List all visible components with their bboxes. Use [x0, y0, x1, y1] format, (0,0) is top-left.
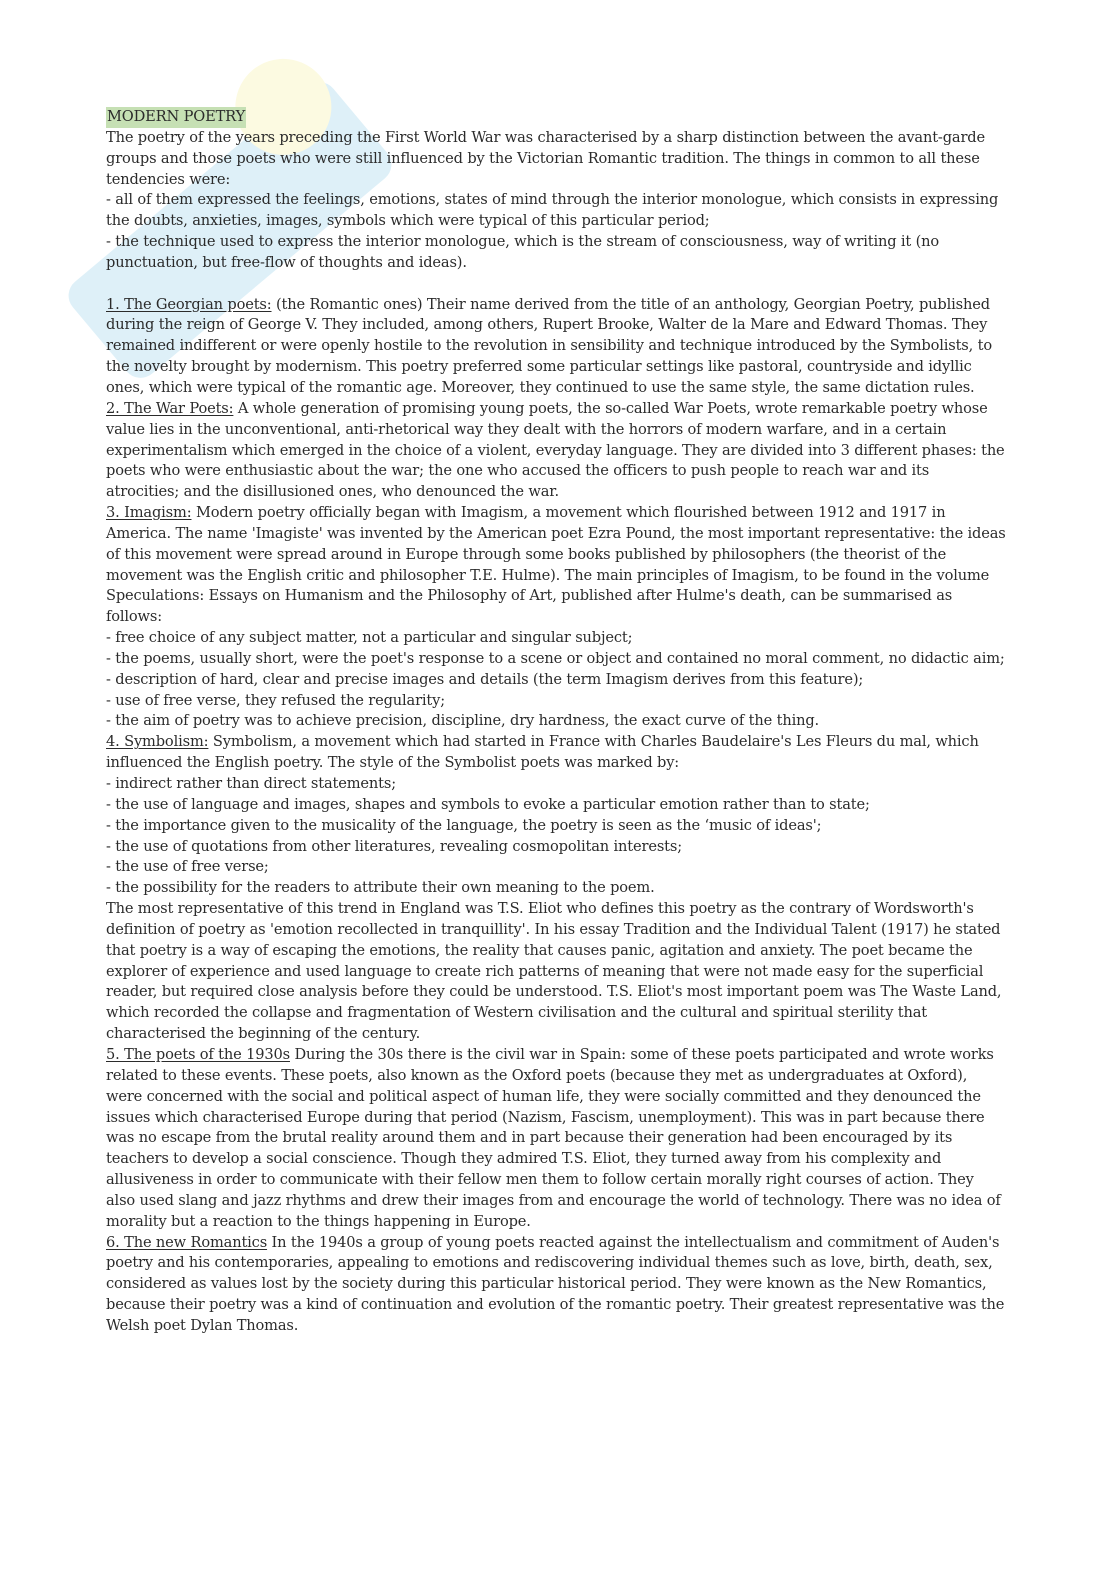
intro-bullet: - the technique used to express the interior monologue, which is the stream of consciousness, way of writing it (no punctuation, but free-flow of thoughts and ideas).	[106, 233, 940, 271]
list-item: - indirect rather than direct statements;	[106, 775, 396, 792]
symbolism-followup: The most representative of this trend in England was T.S. Eliot who defines this poetry as the contrary of Wordsworth's definition of poetry as 'emotion recollected in tranquillity'. In his essay Tradition and the Individual Talent (1917) he stated that poetry is a way of escaping the emotions, the reality that causes panic, agitation and anxiety. The poet became the explorer of experience and used language to create rich patterns of meaning that were not made easy for the superficial reader, but required close analysis before they could be understood. T.S. Eliot's most important poem was The Waste Land, which recorded the collapse and fragmentation of Western civilisation and the cultural and spiritual sterility that characterised the beginning of the century.	[106, 900, 1002, 1043]
list-item: - the use of quotations from other literatures, revealing cosmopolitan interests;	[106, 837, 682, 855]
section-text: (the Romantic ones) Their name derived from the title of an anthology, Georgian Poetry, published during the reign of George V. They included, among others, Rupert Brooke, Walter de la Mare and Edward Thomas. They remained indifferent or were openly hostile to the revolution in sensibility and technique introduced by the Symbolists, to the novelty brought by modernism. This poetry preferred some particular settings like pastoral, countryside and idyllic ones, which were typical of the romantic age. Moreover, they continued to use the same style, the same dictation rules.	[106, 295, 992, 396]
section-text: In the 1940s a group of young poets reacted against the intellectualism and commitment of Auden's poetry and his contemporaries, appealing to emotions and rediscovering individual themes such as love, birth, death, sex, considered as values lost by the society during this particular historical period. They were known as the New Romantics, because their poetry was a kind of continuation and evolution of the romantic poetry. Their greatest representative was the Welsh poet Dylan Thomas.	[106, 1233, 1005, 1334]
list-item: - the use of language and images, shapes and symbols to evoke a particular emotion rather than to state;	[106, 795, 870, 813]
document-body	[106, 107, 1006, 1337]
section-symbolism	[106, 732, 1006, 774]
list-item: - the use of free verse;	[106, 858, 269, 876]
section-heading: 3. Imagism:	[106, 504, 192, 522]
section-imagism	[106, 503, 1006, 628]
list-item: - use of free verse, they refused the regularity;	[106, 691, 445, 709]
section-new-romantics	[106, 1233, 1006, 1337]
page-title: MODERN POETRY	[106, 107, 246, 128]
list-item: - description of hard, clear and precise images and details (the term Imagism derives from this feature);	[106, 670, 864, 688]
list-item: - free choice of any subject matter, not a particular and singular subject;	[106, 629, 633, 647]
section-war-poets	[106, 399, 1006, 503]
section-heading: 5. The poets of the 1930s	[106, 1045, 290, 1063]
list-item: - the importance given to the musicality of the language, the poetry is seen as the ‘music of ideas';	[106, 816, 822, 834]
intro-bullet: - all of them expressed the feelings, emotions, states of mind through the interior monologue, which consists in expressing the doubts, anxieties, images, symbols which were typical of this particular period;	[106, 191, 999, 230]
section-heading: 6. The new Romantics	[106, 1233, 268, 1251]
section-heading: 2. The War Poets:	[106, 399, 234, 417]
section-1930s-poets	[106, 1045, 1006, 1233]
section-text: Modern poetry officially began with Imagism, a movement which flourished between 1912 and 1917 in America. The name 'Imagiste' was invented by the American poet Ezra Pound, the most important representative: the ideas of this movement were spread around in Europe through some books published by philosophers (the theorist of the movement was the English critic and philosopher T.E. Hulme). The main principles of Imagism, to be found in the volume Speculations: Essays on Humanism and the Philosophy of Art, published after Hulme's death, can be summarised as follows:	[106, 504, 1006, 626]
list-item: - the poems, usually short, were the poet's response to a scene or object and contained no moral comment, no didactic aim;	[106, 649, 1005, 667]
list-item: - the aim of poetry was to achieve precision, discipline, dry hardness, the exact curve of the thing.	[106, 712, 820, 730]
section-georgian	[106, 295, 1006, 399]
section-text: During the 30s there is the civil war in Spain: some of these poets participated and wrote works related to these events. These poets, also known as the Oxford poets (because they met as undergraduates at Oxford), were concerned with the social and political aspect of human life, they were socially committed and they denounced the issues which characterised Europe during that period (Nazism, Fascism, unemployment). This was in part because there was no escape from the brutal reality around them and in part because their generation had been encouraged by its teachers to develop a social conscience. Though they admired T.S. Eliot, they turned away from his complexity and allusiveness in order to communicate with their fellow men them to follow certain morally right courses of action. They also used slang and jazz rhythms and drew their images from and encourage the world of technology. There was no idea of morality but a reaction to the things happening in Europe.	[106, 1045, 1001, 1230]
spacer	[106, 274, 1006, 295]
intro-paragraph: The poetry of the years preceding the First World War was characterised by a sharp distinction between the avant-garde groups and those poets who were still influenced by the Victorian Romantic tradition. The things in common to all these tendencies were:	[106, 128, 985, 188]
section-text: A whole generation of promising young poets, the so-called War Poets, wrote remarkable poetry whose value lies in the unconventional, anti-rhetorical way they dealt with the horrors of modern warfare, and in a certain experimentalism which emerged in the choice of a violent, everyday language. They are divided into 3 different phases: the poets who were enthusiastic about the war; the one who accused the officers to push people to reach war and its atrocities; and the disillusioned ones, who denounced the war.	[106, 399, 1005, 501]
section-text: Symbolism, a movement which had started in France with Charles Baudelaire's Les Fleurs du mal, which influenced the English poetry. The style of the Symbolist poets was marked by:	[106, 733, 979, 772]
section-heading: 1. The Georgian poets:	[106, 295, 272, 313]
section-heading: 4. Symbolism:	[106, 733, 209, 751]
list-item: - the possibility for the readers to attribute their own meaning to the poem.	[106, 879, 655, 897]
